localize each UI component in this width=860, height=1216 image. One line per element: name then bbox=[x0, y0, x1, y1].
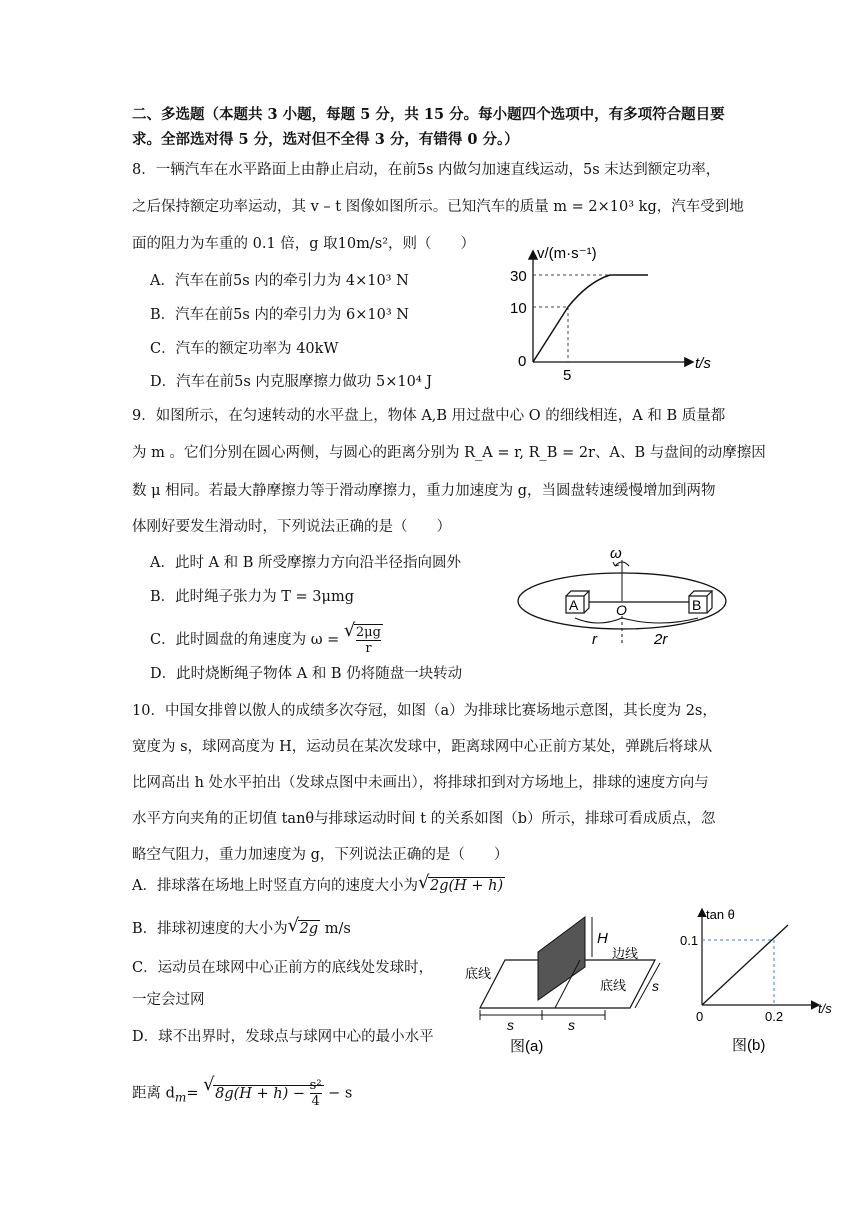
q8-stem-line1: 8．一辆汽车在水平路面上由静止启动，在前5s 内做匀加速直线运动，5s 末达到额定功率， bbox=[132, 162, 721, 178]
q10-baseline-left: 底线 bbox=[465, 966, 492, 981]
q10-option-a: A．排球落在场地上时竖直方向的速度大小为√ 2g(H + h) bbox=[132, 876, 505, 896]
q8-option-b: B．汽车在前5s 内的牵引力为 6×10³ N bbox=[150, 307, 409, 323]
q10-stem-line3: 比网高出 h 处水平拍出（发球点图中未画出），将排球扣到对方场地上，排球的速度方向与 bbox=[132, 775, 709, 791]
q8-graph-tick-10: 10 bbox=[510, 300, 527, 317]
q9-center-o: O bbox=[616, 602, 627, 618]
q9-radius-2r: 2r bbox=[654, 631, 668, 648]
q9-stem-line2: 为 m 。它们分别在圆心两侧，与圆心的距离分别为 R_A = r, R_B = 2r、A、B 与盘间的动摩擦因 bbox=[132, 445, 766, 461]
q10-fig-a-caption: 图(a) bbox=[510, 1038, 544, 1055]
q8-stem-line3: 面的阻力为车重的 0.1 倍，g 取10m/s²，则（ ） bbox=[132, 236, 476, 252]
q10-option-d-line2: 距离 $d_m=$ √ 8g(H + h) − $\frac{\text{s²}}{4}$ − s bbox=[132, 1078, 352, 1109]
q9-omega-label: ω bbox=[610, 545, 622, 562]
q10-fig-a-s2: s bbox=[568, 1017, 575, 1033]
q10-fig-b-x-tick: 0.2 bbox=[765, 1009, 784, 1024]
q8-graph-tick-0: 0 bbox=[518, 353, 527, 370]
q10-option-c-line1: C．运动员在球网中心正前方的底线处发球时， bbox=[132, 960, 434, 976]
q8-graph-x-label: t/s bbox=[695, 355, 711, 372]
q10-stem-line4: 水平方向夹角的正切值 tanθ与排球运动时间 t 的关系如图（b）所示，排球可看成质点，忽 bbox=[132, 811, 716, 827]
q10-figure-b-graph bbox=[680, 905, 840, 1055]
q9-radius-r: r bbox=[592, 631, 597, 648]
q10-baseline-right: 底线 bbox=[600, 978, 627, 993]
q9-block-a: A bbox=[569, 597, 579, 613]
q9-option-d: D．此时烧断绳子物体 A 和 B 仍将随盘一块转动 bbox=[150, 666, 463, 682]
q10-fig-b-origin: 0 bbox=[696, 1009, 704, 1024]
q9-option-c: C．此时圆盘的角速度为 ω = √ $\frac{2\mu g}{r}$ bbox=[150, 624, 383, 656]
q10-fig-a-s1: s bbox=[507, 1017, 514, 1033]
section-title-line2: 求。全部选对得 5 分，选对但不全得 3 分，有错得 0 分。） bbox=[132, 131, 519, 148]
q10-net-height-H: H bbox=[597, 930, 608, 947]
q8-graph-y-label: v/(m·s⁻¹) bbox=[537, 245, 597, 262]
q10-sideline-label: 边线 bbox=[612, 946, 639, 961]
q10-fig-a-side-s: s bbox=[652, 978, 659, 994]
q10-fig-b-x-label: t/s bbox=[818, 1001, 832, 1016]
q8-stem-line2: 之后保持额定功率运动，其 v – t 图像如图所示。已知汽车的质量 m = 2×10³ kg，汽车受到地 bbox=[132, 199, 744, 215]
q9-block-b: B bbox=[692, 597, 702, 613]
q10-fig-b-y-tick: 0.1 bbox=[680, 933, 699, 948]
q9-stem-line1: 9．如图所示，在匀速转动的水平盘上，物体 A,B 用过盘中心 O 的细线相连，A 和 B 质量都 bbox=[132, 408, 726, 424]
q9-option-a: A．此时 A 和 B 所受摩擦力方向沿半径指向圆外 bbox=[150, 555, 462, 571]
q10-stem-line1: 10．中国女排曾以傲人的成绩多次夺冠，如图（a）为排球比赛场地示意图，其长度为 2s， bbox=[132, 703, 717, 719]
q8-option-a: A．汽车在前5s 内的牵引力为 4×10³ N bbox=[150, 273, 409, 289]
q8-option-c: C．汽车的额定功率为 40kW bbox=[150, 341, 339, 357]
q9-c-denominator: r bbox=[365, 641, 372, 656]
q10-stem-line2: 宽度为 s，球网高度为 H，运动员在某次发球中，距离球网中心正前方某处，弹跳后将球从 bbox=[132, 739, 713, 755]
q10-option-b: B．排球初速度的大小为√ 2g m/s bbox=[132, 919, 351, 939]
q9-stem-line4: 体刚好要发生滑动时，下列说法正确的是（ ） bbox=[132, 519, 451, 535]
q9-stem-line3: 数 μ 相同。若最大静摩擦力等于滑动摩擦力，重力加速度为 g，当圆盘转速缓慢增加到两物 bbox=[132, 483, 716, 499]
q10-fig-b-caption: 图(b) bbox=[732, 1037, 766, 1054]
q8-vt-graph bbox=[500, 240, 725, 385]
q8-option-d: D．汽车在前5s 内克服摩擦力做功 5×10⁴ J bbox=[150, 374, 433, 390]
q8-graph-tick-30: 30 bbox=[510, 268, 527, 285]
q10-option-c-line2: 一定会过网 bbox=[132, 992, 205, 1008]
q9-c-numerator: √ 2μg bbox=[355, 625, 381, 640]
section-title-line1: 二、多选题（本题共 3 小题，每题 5 分，共 15 分。每小题四个选项中，有多项符合题目要 bbox=[132, 106, 725, 123]
q9-option-b: B．此时绳子张力为 T = 3μmg bbox=[150, 589, 354, 605]
q8-graph-tick-5: 5 bbox=[563, 367, 572, 384]
q10-option-d-line1: D．球不出界时，发球点与球网中心的最小水平 bbox=[132, 1029, 434, 1045]
q10-stem-line5: 略空气阻力，重力加速度为 g，下列说法正确的是（ ） bbox=[132, 847, 509, 863]
q9-disk-figure bbox=[512, 544, 737, 654]
q10-fig-b-y-label: tan θ bbox=[706, 907, 735, 922]
q10-figure-a-court bbox=[455, 915, 680, 1060]
